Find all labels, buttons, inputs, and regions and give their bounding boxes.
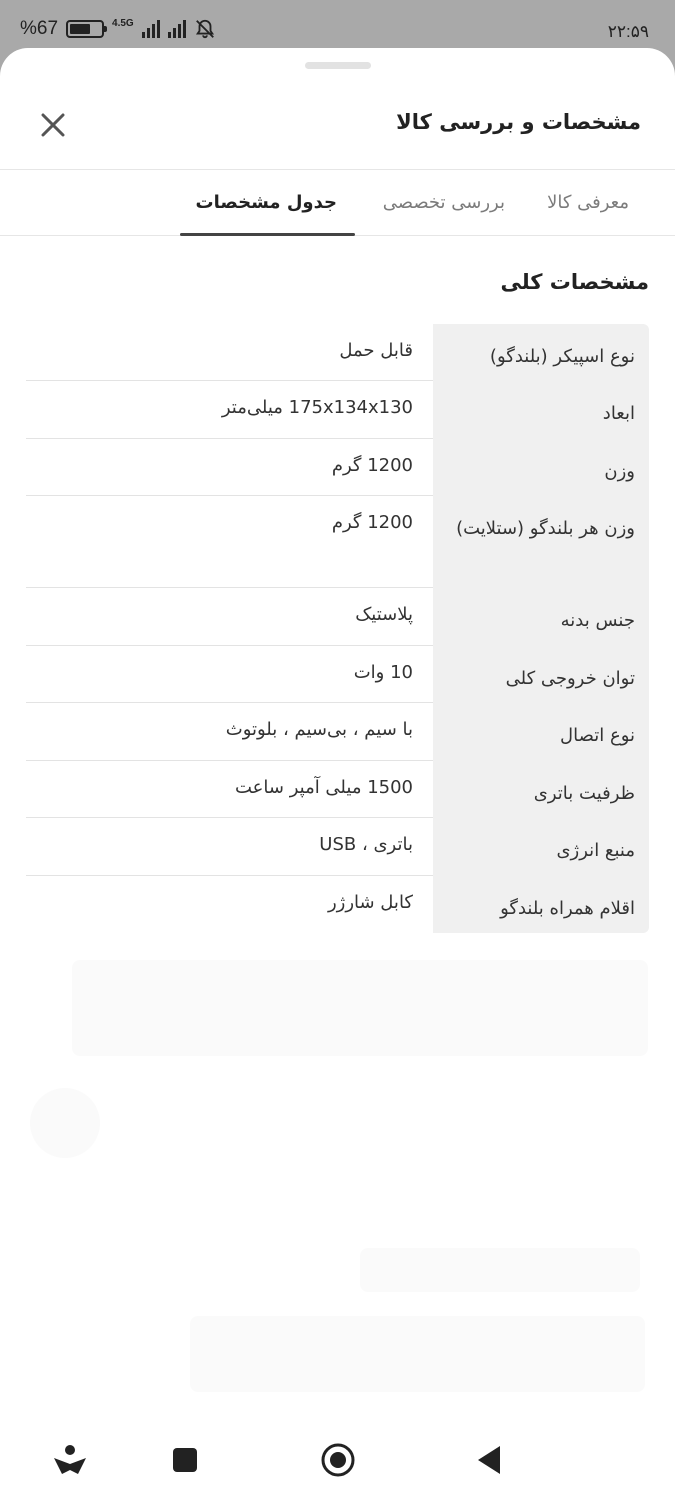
spec-value: کابل شارژر [327, 892, 413, 913]
spec-key: منبع انرژی [433, 818, 649, 876]
clock: ۲۲:۵۹ [607, 22, 649, 41]
network-type-label: 4.5G [112, 18, 134, 29]
spec-key: وزن هر بلندگو (ستلایت) [433, 496, 649, 588]
spec-key: نوع اسپیکر (بلندگو) [433, 324, 649, 381]
ghost-bar [360, 1248, 640, 1292]
battery-icon [66, 20, 104, 38]
battery-percent: %67 [20, 18, 59, 39]
drag-handle[interactable] [305, 62, 371, 69]
section-title: مشخصات کلی [500, 270, 649, 294]
sheet-title: مشخصات و بررسی کالا [396, 110, 641, 134]
ghost-content-strip [72, 960, 648, 1056]
spec-row [26, 818, 649, 876]
spec-value: 1500 میلی آمپر ساعت [235, 777, 413, 798]
spec-value: 1200 گرم [331, 512, 413, 533]
status-icons [20, 18, 216, 40]
spec-value: 1200 گرم [331, 455, 413, 476]
spec-value: قابل حمل [339, 340, 413, 361]
spec-row [26, 381, 649, 439]
spec-row [26, 646, 649, 703]
spec-key: اقلام همراه بلندگو [433, 876, 649, 933]
mute-bell-icon [194, 18, 216, 40]
spec-row [26, 761, 649, 818]
spec-row [26, 496, 649, 588]
spec-value: 175x134x130 میلی‌متر [221, 397, 413, 418]
tab-product-intro[interactable]: معرفی کالا [547, 192, 629, 213]
spec-row [26, 876, 649, 933]
spec-key: جنس بدنه [433, 588, 649, 646]
close-icon[interactable] [34, 106, 72, 144]
tab-expert-review[interactable]: بررسی تخصصی [382, 192, 505, 213]
home-icon[interactable] [318, 1440, 358, 1480]
spec-value: 10 وات [353, 662, 413, 683]
status-bar [0, 0, 675, 52]
recents-icon[interactable] [165, 1440, 205, 1480]
ghost-block [190, 1316, 645, 1392]
sheet-header [0, 76, 675, 170]
system-nav-bar [0, 1420, 675, 1500]
back-icon[interactable] [470, 1440, 510, 1480]
spec-value: باتری ، USB [319, 834, 413, 855]
spec-key: نوع اتصال [433, 703, 649, 761]
spec-key: ابعاد [433, 381, 649, 439]
spec-row [26, 439, 649, 496]
spec-row [26, 703, 649, 761]
signal-icon [142, 20, 160, 38]
spec-table [26, 324, 649, 933]
bottom-sheet [0, 48, 675, 1500]
signal-2-icon [168, 20, 186, 38]
spec-key: توان خروجی کلی [433, 646, 649, 703]
active-tab-indicator [180, 233, 355, 236]
tab-spec-table[interactable]: جدول مشخصات [195, 192, 337, 213]
tab-bar [0, 170, 675, 236]
assistant-icon[interactable] [50, 1440, 90, 1480]
spec-value: پلاستیک [355, 604, 413, 625]
spec-row [26, 324, 649, 381]
spec-row [26, 588, 649, 646]
spec-value: با سیم ، بی‌سیم ، بلوتوث [225, 719, 413, 740]
spec-key: وزن [433, 439, 649, 496]
spec-key: ظرفیت باتری [433, 761, 649, 818]
ghost-avatar [30, 1088, 100, 1158]
